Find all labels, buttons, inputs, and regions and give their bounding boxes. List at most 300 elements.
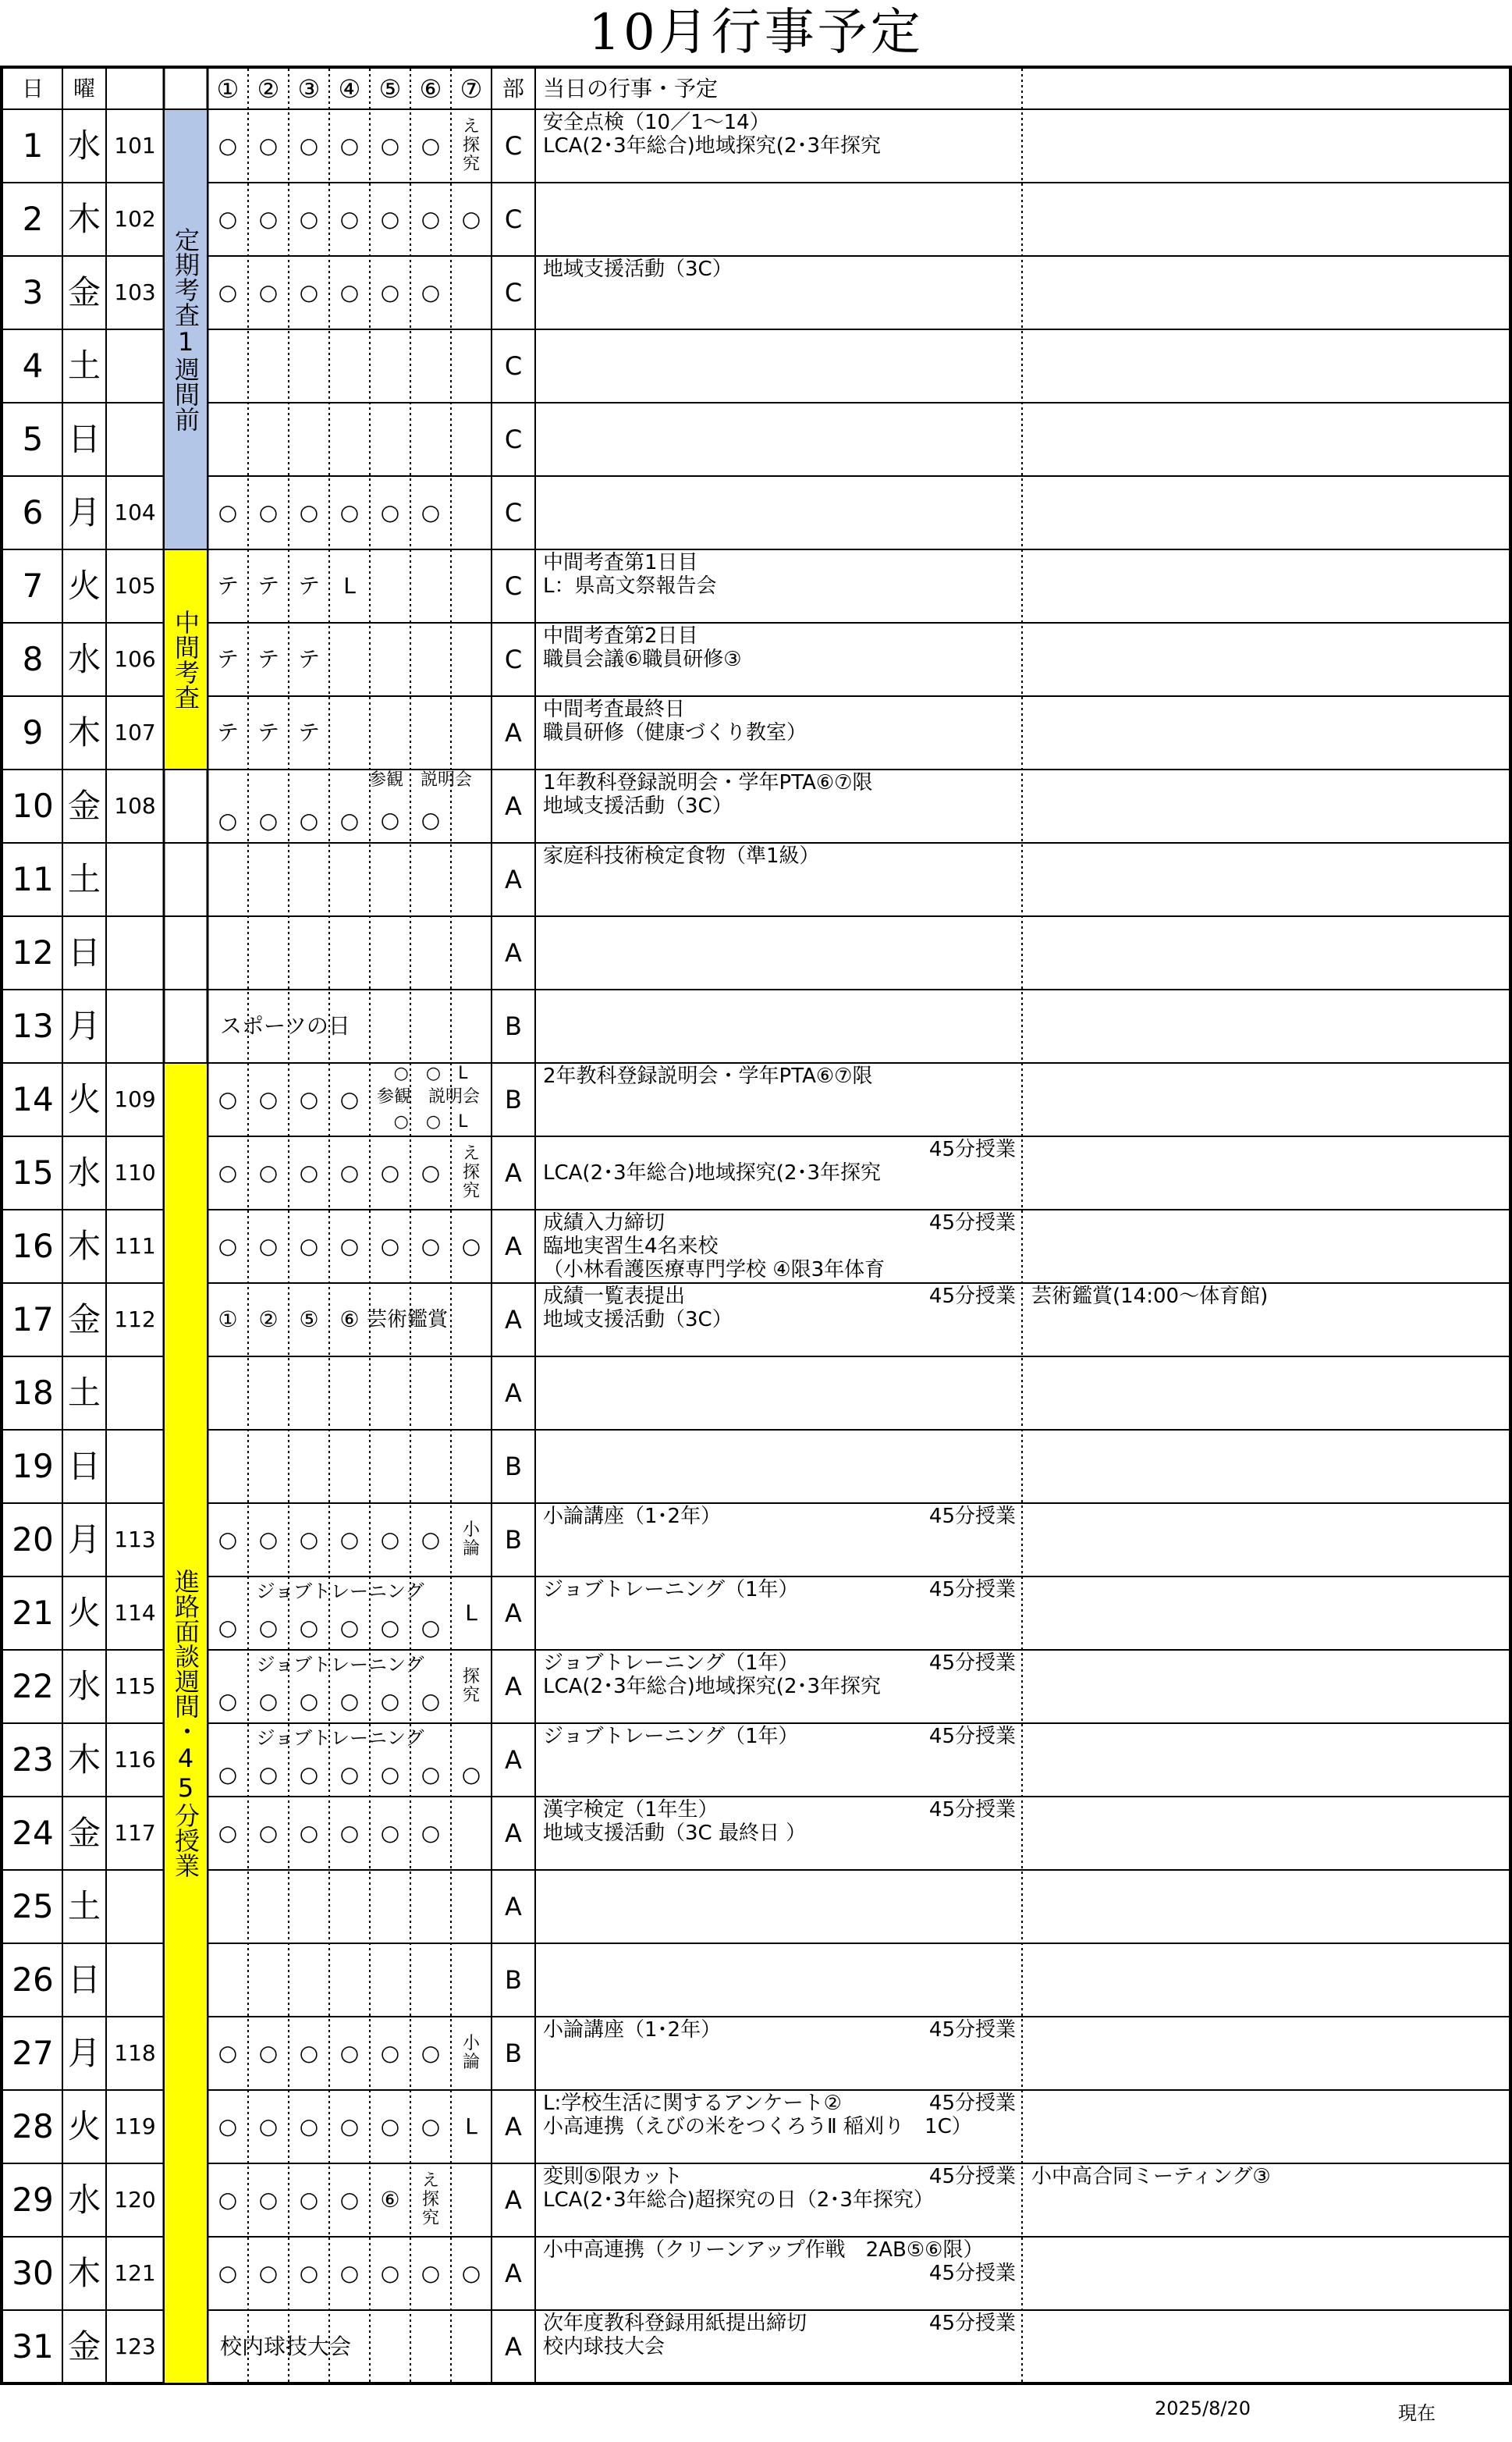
row-9-weekday: 木 — [67, 713, 101, 752]
row-30-number: 121 — [114, 2260, 156, 2286]
calendar-table — [0, 66, 1512, 2385]
row-5-weekday: 日 — [67, 420, 101, 458]
row-1-period-2: ○ — [258, 133, 279, 158]
row-20-period-3: ○ — [299, 1527, 319, 1552]
row-23-period-3: ○ — [299, 1761, 319, 1787]
row-29-events — [543, 2165, 934, 2235]
row-1-events — [543, 111, 910, 181]
row-23-weekday: 木 — [67, 1740, 101, 1779]
row-4-number — [106, 329, 164, 403]
row-3-period-3: ○ — [299, 279, 319, 305]
row-19-part: B — [505, 1452, 522, 1481]
event-line: 小論講座（1･2年） — [543, 2018, 722, 2042]
row-27-period-5: ○ — [380, 2040, 400, 2066]
row-8-weekday: 水 — [67, 640, 101, 678]
event-line: ジョブトレーニング（1年） — [543, 1651, 799, 1675]
row-23-events — [543, 1725, 910, 1795]
row-2-period-4: ○ — [339, 206, 360, 232]
row-7-weekday: 火 — [67, 567, 101, 605]
event-line: LCA(2･3年総合)超探究の日（2･3年探究） — [543, 2188, 934, 2212]
row-15-number: 110 — [114, 1160, 156, 1185]
row-14-number: 109 — [114, 1086, 156, 1112]
row-6-period-3: ○ — [299, 499, 319, 525]
row-1-period-6: ○ — [421, 133, 441, 158]
event-line: ジョブトレーニング（1年） — [543, 1578, 799, 1601]
row-1-period-7-note: え探究 — [462, 117, 480, 174]
row-3-period-5: ○ — [380, 279, 400, 305]
row-16-class-length: 45分授業 — [928, 1211, 1016, 1235]
row-22-number: 115 — [114, 1673, 156, 1699]
row-23-period-1: ○ — [218, 1761, 238, 1787]
row-3-number: 103 — [114, 279, 156, 305]
band-3 — [165, 1064, 207, 2383]
event-line: 成績一覧表提出 — [543, 1285, 686, 1308]
row-19-weekday: 日 — [67, 1447, 101, 1485]
row-6-period-1: ○ — [218, 499, 238, 525]
row-15-period-7-note: え探究 — [462, 1144, 480, 1201]
row-14-period-4: ○ — [339, 1086, 360, 1112]
row-24-period-3: ○ — [299, 1820, 319, 1846]
row-5-part: C — [504, 425, 523, 454]
row-14-top-note: ○ ○ L — [393, 1064, 468, 1083]
row-18-day: 18 — [12, 1374, 54, 1412]
band-label: 進路面談週間・45分授業 — [171, 1569, 201, 1878]
event-line: 校内球技大会 — [543, 2335, 665, 2358]
row-22-top-note: ジョブトレーニング — [256, 1654, 424, 1676]
event-line: 次年度教科登録用紙提出締切 — [543, 2312, 807, 2335]
row-8-number: 106 — [114, 646, 156, 672]
row-27-part: B — [505, 2039, 522, 2068]
row-10-events — [543, 771, 910, 841]
row-29-period-5: ⑥ — [380, 2187, 400, 2213]
row-23-day: 23 — [12, 1740, 54, 1779]
row-13-number — [106, 990, 164, 1063]
row-23-period-6: ○ — [421, 1761, 441, 1787]
row-10-top-note: 参観 説明会 — [368, 770, 472, 790]
row-20-period-4: ○ — [339, 1527, 360, 1552]
row-3-weekday: 金 — [67, 273, 101, 311]
event-line: 中間考査最終日 — [543, 698, 686, 721]
row-19-day: 19 — [12, 1447, 54, 1485]
row-14-period-2: ○ — [258, 1086, 279, 1112]
row-20-period-7-note: 小論 — [462, 1520, 480, 1559]
row-28-class-length: 45分授業 — [928, 2092, 1016, 2115]
row-19-number — [106, 1430, 164, 1503]
row-10-sub-1: ○ — [380, 807, 400, 833]
row-8-day: 8 — [22, 640, 44, 678]
row-21-period-1: ○ — [218, 1615, 238, 1640]
row-22-events — [543, 1651, 910, 1722]
row-17-part: A — [505, 1305, 522, 1335]
row-28-number: 119 — [114, 2113, 156, 2139]
row-15-weekday: 水 — [67, 1153, 101, 1192]
event-line: 漢字検定（1年生） — [543, 1798, 719, 1822]
row-17-period-1: ① — [218, 1306, 238, 1332]
event-line: 地域支援活動（3C） — [543, 794, 733, 818]
row-3-period-4: ○ — [339, 279, 360, 305]
header-period-1: ① — [216, 74, 240, 104]
page-title: 10月行事予定 — [588, 4, 924, 62]
row-18-weekday: 土 — [67, 1374, 101, 1412]
row-30-period-1: ○ — [218, 2260, 238, 2286]
row-21-top-note: ジョブトレーニング — [256, 1580, 424, 1602]
row-27-period-7-note: 小論 — [462, 2034, 480, 2072]
row-21-period-2: ○ — [258, 1615, 279, 1640]
row-8-period-3: テ — [297, 646, 320, 672]
row-21-weekday: 火 — [67, 1594, 101, 1632]
row-7-period-2: テ — [257, 573, 279, 599]
row-9-part: A — [505, 718, 522, 748]
row-8-period-1: テ — [216, 646, 239, 672]
header-period-4: ④ — [338, 74, 361, 104]
row-6-part: C — [504, 498, 523, 528]
row-3-part: C — [504, 278, 523, 307]
row-29-period-3: ○ — [299, 2187, 319, 2213]
row-29-period-4: ○ — [339, 2187, 360, 2213]
row-30-period-5: ○ — [380, 2260, 400, 2286]
row-20-events — [543, 1505, 910, 1575]
row-10-period-1: ○ — [218, 808, 238, 834]
row-15-period-3: ○ — [299, 1160, 319, 1185]
row-24-period-1: ○ — [218, 1820, 238, 1846]
row-27-period-1: ○ — [218, 2040, 238, 2066]
row-2-period-7: ○ — [461, 206, 481, 232]
row-29-class-length: 45分授業 — [928, 2165, 1016, 2188]
row-12-weekday: 日 — [67, 933, 101, 972]
row-17-period-3: ⑤ — [299, 1306, 319, 1332]
row-2-part: C — [504, 204, 523, 234]
row-24-period-5: ○ — [380, 1820, 400, 1846]
row-6-weekday: 月 — [67, 493, 101, 531]
row-25-events — [543, 1871, 910, 1942]
event-line — [543, 1138, 910, 1161]
event-line: 小中高連携（クリーンアップ作戦 2AB⑤⑥限） — [543, 2238, 984, 2262]
row-17-day: 17 — [12, 1300, 54, 1338]
row-6-period-4: ○ — [339, 499, 360, 525]
row-31-part: A — [505, 2332, 522, 2362]
row-29-period-2: ○ — [258, 2187, 279, 2213]
row-26-number — [106, 1943, 164, 2017]
header-weekday: 曜 — [73, 76, 95, 101]
row-8-events — [543, 624, 910, 695]
row-4-day: 4 — [22, 347, 44, 385]
row-28-period-5: ○ — [380, 2113, 400, 2139]
row-22-period-2: ○ — [258, 1688, 279, 1714]
row-29-number: 120 — [114, 2187, 156, 2213]
row-21-period-4: ○ — [339, 1615, 360, 1640]
row-5-number — [106, 403, 164, 476]
row-26-events — [543, 1945, 910, 2015]
row-4-events — [543, 331, 910, 401]
event-line: 変則⑤限カット — [543, 2165, 683, 2188]
row-20-period-2: ○ — [258, 1527, 279, 1552]
header-period-2: ② — [257, 74, 280, 104]
row-11-day: 11 — [12, 860, 54, 898]
row-9-period-1: テ — [216, 720, 239, 745]
row-28-period-3: ○ — [299, 2113, 319, 2139]
row-1-number: 101 — [114, 133, 156, 158]
event-line: 小高連携（えびの米をつくろうⅡ 稲刈り 1C） — [543, 2115, 972, 2138]
event-line: 臨地実習生4名来校 — [543, 1235, 719, 1258]
event-line: （小林看護医療専門学校 ④限3年体育 — [543, 1258, 886, 1281]
row-14-events — [543, 1065, 910, 1135]
row-20-weekday: 月 — [67, 1520, 101, 1559]
band-label: 中間考査 — [171, 610, 201, 709]
header-part: 部 — [502, 76, 524, 101]
band-2 — [165, 550, 207, 769]
row-16-day: 16 — [12, 1227, 54, 1265]
header-day: 日 — [21, 76, 44, 101]
row-26-day: 26 — [12, 1960, 54, 1999]
row-27-period-2: ○ — [258, 2040, 279, 2066]
row-13-part: B — [505, 1011, 522, 1041]
event-line: L：県高文祭報告会 — [543, 574, 717, 598]
row-22-period-3: ○ — [299, 1688, 319, 1714]
row-21-period-5: ○ — [380, 1615, 400, 1640]
event-line: 小論講座（1･2年） — [543, 1505, 722, 1528]
row-21-number: 114 — [114, 1600, 156, 1626]
row-7-period-4: L — [343, 573, 356, 599]
row-24-events — [543, 1798, 910, 1868]
row-30-period-7: ○ — [461, 2260, 481, 2286]
row-22-period-7-note: 探究 — [462, 1667, 480, 1705]
row-16-number: 111 — [114, 1233, 156, 1259]
row-29-period-1: ○ — [218, 2187, 238, 2213]
row-3-period-6: ○ — [421, 279, 441, 305]
row-21-class-length: 45分授業 — [928, 1578, 1016, 1601]
row-29-day: 29 — [12, 2181, 54, 2219]
row-9-period-2: テ — [257, 720, 279, 745]
row-23-part: A — [505, 1745, 522, 1775]
row-28-period-1: ○ — [218, 2113, 238, 2139]
event-line: 安全点検（10／1～14） — [543, 111, 770, 134]
row-31-class-length: 45分授業 — [928, 2312, 1016, 2335]
row-17-span2: 芸術鑑賞 — [367, 1308, 449, 1331]
row-2-period-3: ○ — [299, 206, 319, 232]
row-28-period-6: ○ — [421, 2113, 441, 2139]
row-7-part: C — [504, 571, 523, 601]
event-line: 中間考査第2日目 — [543, 624, 698, 648]
row-28-period-2: ○ — [258, 2113, 279, 2139]
row-20-day: 20 — [12, 1520, 54, 1559]
row-23-number: 116 — [114, 1747, 156, 1772]
footer-date: 2025/8/20 — [1155, 2398, 1251, 2419]
row-6-number: 104 — [114, 499, 156, 525]
event-line: ジョブトレーニング（1年） — [543, 1725, 799, 1748]
row-25-day: 25 — [12, 1887, 54, 1925]
band-1 — [165, 110, 207, 549]
row-16-period-1: ○ — [218, 1233, 238, 1259]
row-31-number: 123 — [114, 2334, 156, 2359]
row-30-period-2: ○ — [258, 2260, 279, 2286]
row-23-period-5: ○ — [380, 1761, 400, 1787]
row-2-weekday: 木 — [67, 200, 101, 238]
row-20-period-6: ○ — [421, 1527, 441, 1552]
row-1-period-4: ○ — [339, 133, 360, 158]
row-1-day: 1 — [22, 126, 44, 165]
row-18-part: A — [505, 1378, 522, 1408]
event-line: LCA(2･3年総合)地域探究(2･3年探究 — [543, 1675, 882, 1698]
row-17-period-4: ⑥ — [339, 1306, 360, 1332]
row-17-weekday: 金 — [67, 1300, 101, 1338]
row-14-period-1: ○ — [218, 1086, 238, 1112]
row-13-day: 13 — [12, 1007, 54, 1045]
row-28-period-7-note: L — [465, 2113, 477, 2139]
header-period-3: ③ — [297, 74, 321, 104]
row-17-events — [543, 1285, 910, 1355]
row-24-part: A — [505, 1818, 522, 1848]
row-25-number — [106, 1870, 164, 1943]
row-16-period-4: ○ — [339, 1233, 360, 1259]
row-2-period-5: ○ — [380, 206, 400, 232]
row-7-period-1: テ — [216, 573, 239, 599]
row-21-period-7-note: L — [465, 1600, 477, 1626]
row-27-class-length: 45分授業 — [928, 2018, 1016, 2042]
row-10-part: A — [505, 791, 522, 821]
row-1-part: C — [504, 131, 523, 161]
event-line: 地域支援活動（3C） — [543, 258, 733, 281]
row-23-class-length: 45分授業 — [928, 1725, 1016, 1748]
row-22-period-6: ○ — [421, 1688, 441, 1714]
row-20-number: 113 — [114, 1527, 156, 1552]
event-line: 1年教科登録説明会・学年PTA⑥⑦限 — [543, 771, 873, 794]
row-16-part: A — [505, 1232, 522, 1261]
row-15-period-4: ○ — [339, 1160, 360, 1185]
row-2-day: 2 — [22, 200, 44, 238]
row-30-weekday: 木 — [67, 2254, 101, 2292]
row-30-period-6: ○ — [421, 2260, 441, 2286]
row-27-weekday: 月 — [67, 2034, 101, 2072]
event-line: 中間考査第1日目 — [543, 551, 698, 574]
event-line: 地域支援活動（3C 最終日 ） — [543, 1822, 807, 1845]
row-11-weekday: 土 — [67, 860, 101, 898]
row-21-period-3: ○ — [299, 1615, 319, 1640]
row-17-period-2: ② — [258, 1306, 279, 1332]
row-12-number — [106, 916, 164, 990]
row-1-period-5: ○ — [380, 133, 400, 158]
row-20-period-1: ○ — [218, 1527, 238, 1552]
row-28-day: 28 — [12, 2107, 54, 2145]
row-30-period-4: ○ — [339, 2260, 360, 2286]
event-line: 家庭科技術検定食物（準1級） — [543, 844, 820, 868]
row-10-period-3: ○ — [299, 808, 319, 834]
row-22-class-length: 45分授業 — [928, 1651, 1016, 1675]
row-20-period-5: ○ — [380, 1527, 400, 1552]
row-31-events — [543, 2312, 910, 2382]
row-8-part: C — [504, 645, 523, 674]
row-26-part: B — [505, 1965, 522, 1995]
row-13-span: スポーツの日 — [220, 1013, 350, 1039]
row-6-period-2: ○ — [258, 499, 279, 525]
row-22-weekday: 水 — [67, 1667, 101, 1705]
header-events: 当日の行事・予定 — [543, 76, 719, 101]
row-22-period-1: ○ — [218, 1688, 238, 1714]
row-1-weekday: 水 — [67, 126, 101, 165]
row-9-events — [543, 698, 910, 768]
row-10-sub-2: ○ — [421, 807, 441, 833]
row-18-events — [543, 1358, 910, 1428]
event-line: 地域支援活動（3C） — [543, 1308, 733, 1331]
row-22-period-4: ○ — [339, 1688, 360, 1714]
row-12-part: A — [505, 938, 522, 968]
header-period-6: ⑥ — [419, 74, 442, 104]
row-30-period-3: ○ — [299, 2260, 319, 2286]
row-2-period-1: ○ — [218, 206, 238, 232]
row-16-weekday: 木 — [67, 1227, 101, 1265]
row-24-period-6: ○ — [421, 1820, 441, 1846]
row-11-events — [543, 844, 910, 915]
row-15-day: 15 — [12, 1153, 54, 1192]
row-7-number: 105 — [114, 573, 156, 599]
row-15-period-2: ○ — [258, 1160, 279, 1185]
row-23-period-7: ○ — [461, 1761, 481, 1787]
row-15-part: A — [505, 1158, 522, 1188]
row-29-part: A — [505, 2185, 522, 2215]
row-30-part: A — [505, 2259, 522, 2288]
row-21-part: A — [505, 1598, 522, 1628]
row-25-weekday: 土 — [67, 1887, 101, 1925]
row-7-day: 7 — [22, 567, 44, 605]
event-line: 成績入力締切 — [543, 1211, 665, 1235]
row-6-events — [543, 478, 910, 548]
row-12-day: 12 — [12, 933, 54, 972]
row-16-period-6: ○ — [421, 1233, 441, 1259]
row-28-weekday: 火 — [67, 2107, 101, 2145]
row-24-number: 117 — [114, 1820, 156, 1846]
header-period-7: ⑦ — [460, 74, 483, 104]
row-21-period-6: ○ — [421, 1615, 441, 1640]
row-16-period-3: ○ — [299, 1233, 319, 1259]
row-11-number — [106, 843, 164, 916]
row-31-weekday: 金 — [67, 2327, 101, 2366]
row-14-weekday: 火 — [67, 1080, 101, 1118]
row-5-events — [543, 404, 910, 475]
row-24-day: 24 — [12, 1814, 54, 1852]
row-8-period-2: テ — [257, 646, 279, 672]
row-22-part: A — [505, 1672, 522, 1701]
footer-now: 現在 — [1398, 2402, 1436, 2424]
row-27-number: 118 — [114, 2040, 156, 2066]
row-9-number: 107 — [114, 720, 156, 745]
row-31-span: 校内球技大会 — [220, 2334, 352, 2359]
row-7-period-3: テ — [297, 573, 320, 599]
row-4-weekday: 土 — [67, 347, 101, 385]
row-13-events — [543, 991, 910, 1061]
row-19-events — [543, 1431, 910, 1502]
row-27-period-4: ○ — [339, 2040, 360, 2066]
row-10-weekday: 金 — [67, 787, 101, 825]
row-27-events — [543, 2018, 910, 2088]
row-15-period-5: ○ — [380, 1160, 400, 1185]
row-12-events — [543, 918, 910, 988]
row-29-weekday: 水 — [67, 2181, 101, 2219]
row-15-period-6: ○ — [421, 1160, 441, 1185]
row-7-events — [543, 551, 910, 621]
row-17-number: 112 — [114, 1306, 156, 1332]
row-14-bot-note: ○ ○ L — [393, 1112, 468, 1132]
row-9-day: 9 — [22, 713, 44, 752]
row-2-events — [543, 184, 910, 254]
row-1-period-3: ○ — [299, 133, 319, 158]
row-14-mid-note: 参観 説明会 — [376, 1087, 480, 1107]
row-11-part: A — [505, 865, 522, 894]
row-22-day: 22 — [12, 1667, 54, 1705]
header-period-5: ⑤ — [378, 74, 402, 104]
row-24-period-4: ○ — [339, 1820, 360, 1846]
row-3-events — [543, 258, 910, 328]
row-14-part: B — [505, 1085, 522, 1114]
row-27-period-6: ○ — [421, 2040, 441, 2066]
